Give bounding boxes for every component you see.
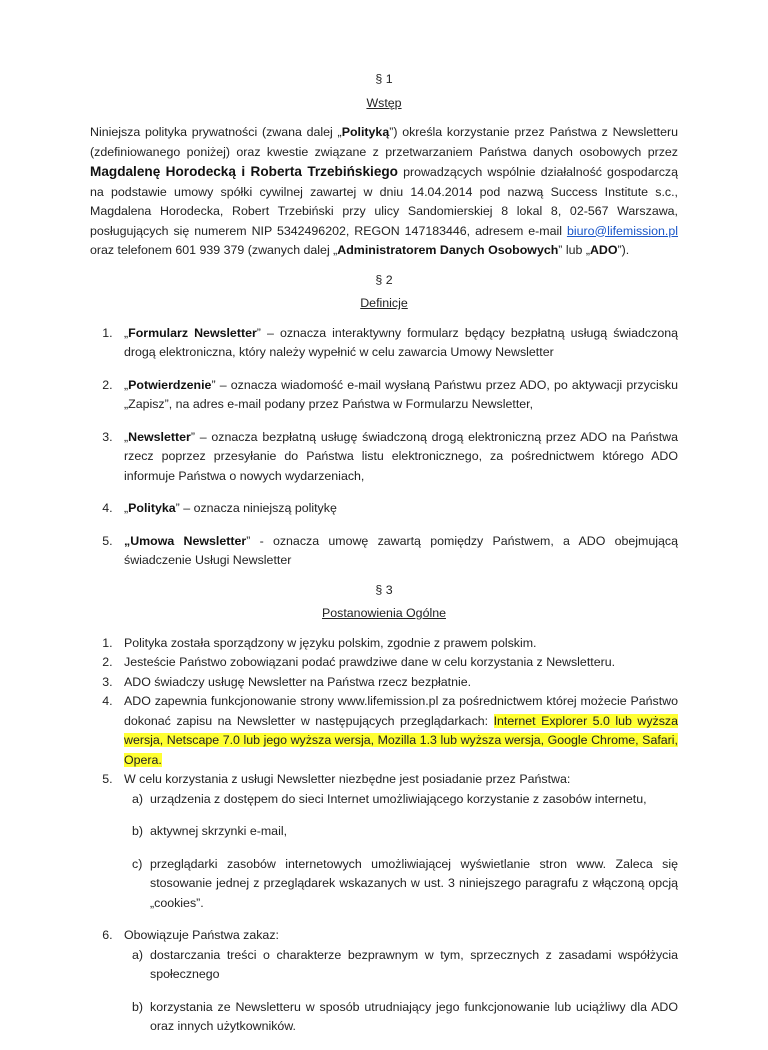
section-number: § 1 xyxy=(375,72,393,86)
owner-names: Magdalenę Horodecką i Roberta Trzebińskiego xyxy=(90,164,398,179)
sub-list-item xyxy=(124,790,678,810)
definition-text: ” – oznacza interaktywny formularz będący bezpłatną usługą świadczoną drogą elektroniczna, który należy wypełnić w celu zawarcia Umowy Newsletter xyxy=(124,325,678,359)
sub-list-item xyxy=(124,946,678,985)
section-number: § 2 xyxy=(375,272,393,287)
sub-list xyxy=(124,790,678,914)
definition-text: ” - oznacza umowę zawartą pomiędzy Państwem, a ADO obejmującą świadczenie Usługi Newsletter xyxy=(124,533,678,567)
list-item xyxy=(116,770,678,913)
intro-paragraph xyxy=(90,123,678,261)
list-item-text: ADO zapewnia funkcjonowanie strony www.lifemission.pl za pośrednictwem której możecie Państwo dokonać zapisu na Newsletter w następujących przeglądarkach: xyxy=(124,694,678,728)
list-item xyxy=(116,376,678,415)
list-item: 2. Jesteście Państwo zobowiązani podać prawdziwe dane w celu korzystania z Newsletteru. xyxy=(116,653,678,673)
list-item xyxy=(116,692,678,770)
sub-marker: a) xyxy=(132,791,144,806)
sub-text: dostarczania treści o charakterze bezprawnym w tym, sprzecznych z zasadami współżycia społecznego xyxy=(150,947,678,981)
quote-mark: „ xyxy=(124,325,129,340)
definition-text: ” – oznacza niniejszą politykę xyxy=(175,501,337,515)
intro-text: ”). xyxy=(617,243,630,257)
list-item: 3. ADO świadczy usługę Newsletter na Państwa rzecz bezpłatnie. xyxy=(116,673,678,693)
sub-marker: a) xyxy=(132,947,144,962)
sub-text: urządzenia z dostępem do sieci Internet umożliwiającego korzystanie z zasobów internetu, xyxy=(150,791,647,806)
intro-text: Niniejsza polityka prywatności (zwana dalej „ xyxy=(90,125,342,139)
sub-marker: b) xyxy=(132,824,144,838)
email-link[interactable]: biuro@lifemission.pl xyxy=(566,223,678,238)
sub-list-item xyxy=(124,822,678,842)
sub-marker: c) xyxy=(132,856,143,871)
list-item xyxy=(116,532,678,571)
term-polityka: Polityką xyxy=(341,125,390,139)
intro-text: oraz telefonem 601 939 379 (zwanych dalej „ xyxy=(90,243,338,257)
general-provisions-list xyxy=(90,634,678,1037)
sub-list xyxy=(124,946,678,1037)
quote-mark: „ xyxy=(124,377,129,392)
document-page xyxy=(90,70,678,1050)
intro-text: ” lub „ xyxy=(558,243,590,257)
defined-term: Potwierdzenie xyxy=(128,377,212,392)
sub-list-item xyxy=(124,998,678,1037)
intro-text: ”) określa korzystanie przez Państwa z Newsletteru (zdefiniowanego poniżej) oraz kwestie związane z przetwarzaniem Państwa danych osobowych przez xyxy=(90,125,678,159)
list-item: 1. Polityka została sporządzony w języku polskim, zgodnie z prawem polskim. xyxy=(116,634,678,654)
defined-term: „Umowa Newsletter xyxy=(124,533,247,548)
defined-term: Polityka xyxy=(128,501,176,515)
list-item xyxy=(116,428,678,487)
list-item xyxy=(116,926,678,1037)
defined-term: Formularz Newsletter xyxy=(128,325,257,340)
list-item xyxy=(116,499,678,519)
term-ado-full: Administratorem Danych Osobowych xyxy=(337,243,559,257)
sub-text: aktywnej skrzynki e-mail, xyxy=(150,824,288,838)
sub-list-item xyxy=(124,855,678,914)
intro-text: prowadzących wspólnie działalność gospodarczą na podstawie umowy spółki cywilnej zawartej w dniu 14.04.2014 pod nazwą Success Institute s.c., Magdalena Horodecka, Robert Trzebiński przy ulicy Sandomierskiej 8 lokal 8, 02-567 Warszawa, posługujących się numerem NIP 5342496202, REGON 147183446, adresem e-mail xyxy=(90,165,678,238)
quote-mark: „ xyxy=(124,501,129,515)
sub-text: korzystania ze Newsletteru w sposób utrudniający jego funkcjonowanie lub uciążliwy dla ADO oraz innych użytkowników. xyxy=(150,999,678,1033)
definitions-list xyxy=(90,324,678,571)
term-ado: ADO xyxy=(589,243,618,257)
list-item xyxy=(116,324,678,363)
definition-text: ” – oznacza wiadomość e-mail wysłaną Państwu przez ADO, po aktywacji przycisku „Zapisz”, na adres e-mail podany przez Państwa w Formularzu Newsletter, xyxy=(124,377,678,411)
list-item-text: Obowiązuje Państwa zakaz: xyxy=(124,928,279,942)
definition-text: ” – oznacza bezpłatną usługę świadczoną drogą elektroniczną przez ADO na Państwa rzecz poprzez przesyłanie do Państwa listu elektronicznego, za pośrednictwem którego ADO informuje Państwa o nowych wydarzeniach, xyxy=(124,429,678,483)
section-number: § 3 xyxy=(375,582,393,597)
quote-mark: „ xyxy=(124,429,129,444)
section-title: Wstęp xyxy=(366,95,402,110)
section-title: Definicje xyxy=(360,296,408,310)
defined-term: Newsletter xyxy=(128,429,191,444)
highlighted-browsers: Internet Explorer 5.0 lub wyższa wersja, Netscape 7.0 lub jego wyższa wersja, Mozilla 1.3 lub wyższa wersja, Google Chrome, Safari, Opera. xyxy=(124,713,678,767)
section-title: Postanowienia Ogólne xyxy=(322,606,446,620)
sub-marker: b) xyxy=(132,999,144,1014)
list-item-text: W celu korzystania z usługi Newsletter niezbędne jest posiadanie przez Państwa: xyxy=(124,772,571,786)
sub-text: przeglądarki zasobów internetowych umożliwiającej wyświetlanie stron www. Zaleca się stosowanie jednej z przeglądarek wskazanych w ust. 3 niniejszego paragrafu z włączoną opcją „cookies”. xyxy=(150,856,678,910)
